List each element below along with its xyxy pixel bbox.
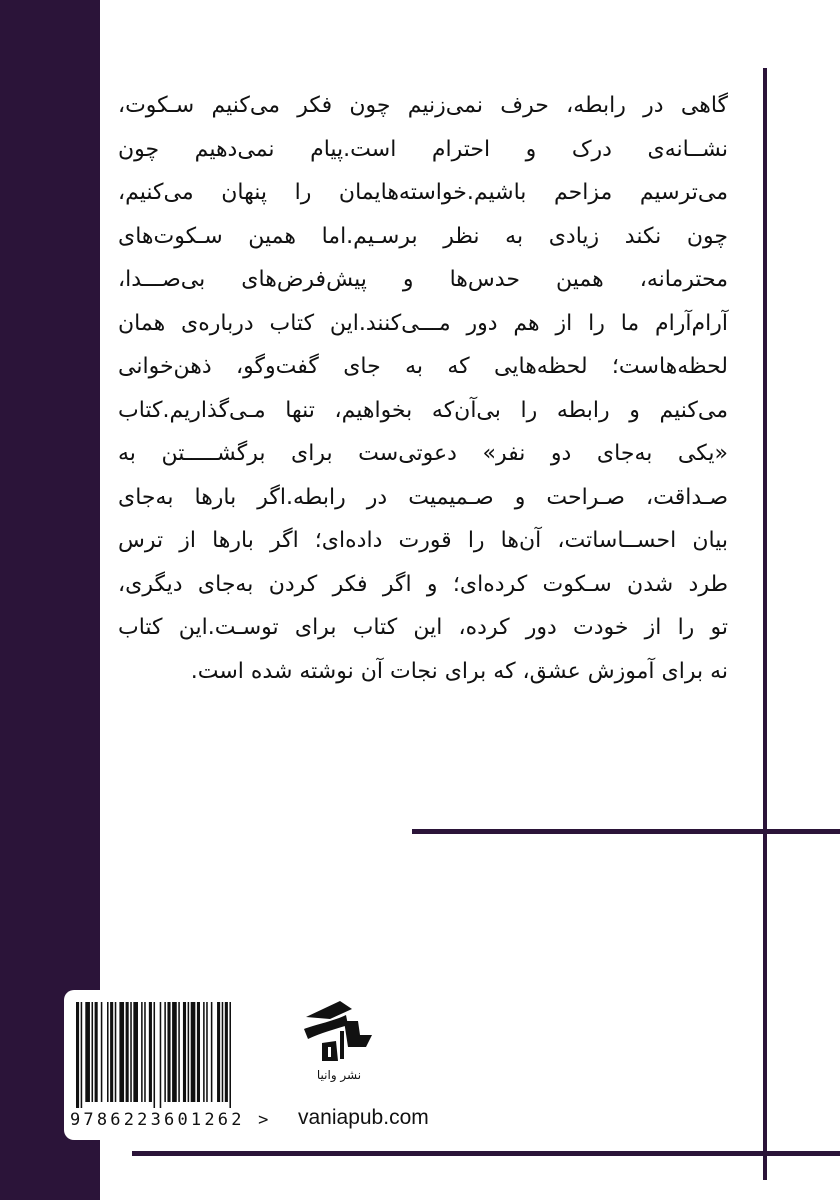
barcode-bar (183, 1002, 186, 1102)
blurb-line: نه برای آموزش عشق، که برای نجات آن نوشته شده است. (190, 658, 728, 684)
barcode-bar (160, 1002, 162, 1108)
blurb-line: نشــانه‌ی درک و احترام است.پیام نمی‌دهیم چون (118, 136, 728, 162)
barcode-bar (119, 1002, 124, 1102)
barcode-bar (211, 1002, 213, 1102)
barcode-bar (154, 1002, 156, 1108)
barcode-bar (81, 1002, 83, 1108)
blurb-line: گاهی در رابطه، حرف نمی‌زنیم چون فکر می‌کنیم سـکوت، (118, 93, 728, 118)
barcode-panel (64, 990, 294, 1140)
barcode-bar (149, 1002, 152, 1102)
blurb-line: می‌کنیم و رابطه را بی‌آن‌که بخواهیم، تنها مـی‌گذاریم.کتاب (118, 397, 728, 423)
barcode-bar (203, 1002, 205, 1102)
barcode-bar (222, 1002, 224, 1102)
barcode-bar (101, 1002, 103, 1102)
publisher-name: نشر وانیا (316, 1068, 362, 1082)
barcode-bar (107, 1002, 109, 1102)
isbn-number: 9786223601262 > (70, 1110, 272, 1130)
back-cover-blurb (118, 84, 728, 693)
barcode-bar (133, 1002, 138, 1102)
vania-logo-icon (300, 995, 378, 1065)
barcode-bar (141, 1002, 143, 1102)
publisher-website: vaniapub.com (298, 1106, 429, 1129)
barcode-bar (130, 1002, 132, 1102)
barcode-bar (188, 1002, 190, 1102)
blurb-line: می‌ترسیم مزاحم باشیم.خواسته‌هایمان را پنهان می‌کنیم، (118, 180, 728, 205)
barcode-bar (167, 1002, 170, 1102)
barcode-bar (85, 1002, 90, 1102)
barcode-bar (115, 1002, 117, 1102)
barcode-bar (217, 1002, 220, 1102)
barcode-bar (191, 1002, 196, 1102)
blurb-line: طرد شدن سـکوت کرده‌ای؛ و اگر فکر کردن به‌جای دیگری، (118, 571, 728, 597)
blurb-line: آرام‌آرام ما را از هم دور مـــی‌کنند.این کتاب درباره‌ی همان (118, 310, 728, 336)
barcode-bar (95, 1002, 98, 1102)
blurb-line: «یکی به‌جای دو نفر» دعوتی‌ست برای برگشـــــتن به (118, 441, 728, 466)
barcode-bar (197, 1002, 200, 1102)
barcode-bar (110, 1002, 113, 1102)
barcode-bar (126, 1002, 129, 1102)
blurb-line: تو را از خودت دور کرده، این کتاب برای توسـت.این کتاب (118, 615, 728, 640)
barcode-bar (178, 1002, 180, 1102)
blurb-line: صـداقت، صـراحت و صـمیمیت در رابطه.اگر بارها به‌جای (118, 484, 728, 510)
barcode-bar (144, 1002, 146, 1102)
horizontal-rule-top (412, 829, 840, 834)
blurb-line: لحظه‌هاست؛ لحظه‌هایی که به جای گفت‌وگو، ذهن‌خوانی (118, 354, 728, 379)
blurb-line: محترمانه، همین حدس‌ها و پیش‌فرض‌های بی‌صـــدا، (118, 267, 728, 292)
barcode-bar (229, 1002, 231, 1108)
barcode-icon (72, 1002, 286, 1108)
blurb-line: چون نکند زیادی به نظر برسـیم.اما همین سـکوت‌های (118, 223, 728, 249)
horizontal-rule-bottom (132, 1151, 840, 1156)
barcode-bar (164, 1002, 166, 1102)
barcode-bar (225, 1002, 228, 1102)
barcode-bar (172, 1002, 177, 1102)
barcode-bar (76, 1002, 79, 1108)
barcode-bar (206, 1002, 208, 1102)
vertical-rule (763, 68, 767, 1180)
blurb-line: بیان احســاساتت، آن‌ها را قورت داده‌ای؛ اگر بارها از ترس (118, 528, 728, 553)
barcode-bar (92, 1002, 94, 1102)
